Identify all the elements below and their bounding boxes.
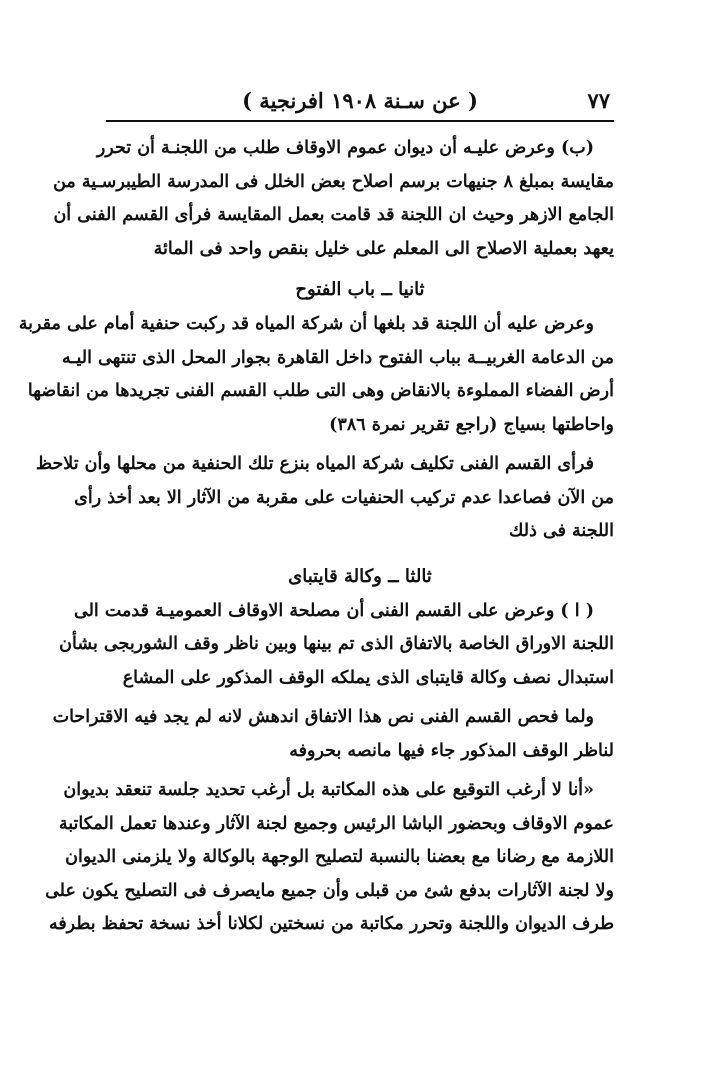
- section-heading-wikalat-qaytbay: ثالثا ــ وكالة قايتباى: [288, 565, 432, 587]
- section-heading-bab-al-futuh: ثانيا ــ باب الفتوح: [295, 279, 425, 300]
- text-line: من الآن فصاعدا عدم تركيب الحنفيات على مقربة من الآثار الا بعد أخذ رأى: [74, 487, 614, 508]
- paragraph-quoted-statement: [45, 774, 614, 942]
- running-head: [106, 80, 614, 122]
- text-line: عموم الاوقاف وبحضور الباشا الرئيس وجميع لجنة الآثار وعندها تعمل المكاتبة: [58, 813, 614, 834]
- text-line: ولما فحص القسم الفنى نص هذا الاتفاق اندهش لانه لم يجد فيه الاقتراحات: [52, 707, 594, 727]
- text-line: الجامع الازهر وحيث ان اللجنة قد قامت بعمل المقايسة فرأى القسم الفنى أن: [53, 205, 614, 225]
- text-line: لناظر الوقف المذكور جاء فيها مانصه بحروفه: [289, 740, 614, 761]
- text-line: مقايسة بمبلغ ٨ جنيهات برسم اصلاح بعض الخلل فى المدرسة الطيبرسـية من: [53, 171, 614, 192]
- text-line: أرض الفضاء المملوءة بالانقاض وهى التى طلب القسم الفنى تجريدها من انقاضها: [27, 381, 614, 401]
- text-line: اللجنة الاوراق الخاصة بالاتفاق الذى تم بينها وبين ناظر وقف الشوربجى بشأن: [59, 634, 614, 654]
- text-line: ولا لجنة الآثارات بدفع شئ من قبلى وأن جميع مايصرف فى التصليح يكون على: [45, 880, 614, 901]
- paragraph-water-company-faucet: [18, 308, 614, 442]
- paragraph-a-awqaf-agreement: [59, 595, 614, 696]
- paragraph-technical-section-decision: [35, 448, 614, 549]
- paragraph-agreement-review: [52, 701, 614, 768]
- text-line: اللازمة مع رضانا مع بعضنا بالنسبة لتصليح الوجهة بالوكالة ولا يلزمنى الديوان: [65, 847, 614, 867]
- book-page: [18, 80, 614, 942]
- text-line: «أنا لا أرغب التوقيع على هذه المكاتبة بل أرغب تحديد جلسة تنعقد بديوان: [63, 780, 594, 800]
- paragraph-b-madrasa-taybarsiya: [53, 132, 614, 266]
- text-line: يعهد بعملية الاصلاح الى المعلم على خليل بنقص واحد فى المائة: [153, 238, 614, 259]
- text-line: اللجنة فى ذلك: [509, 521, 614, 541]
- text-line: استبدال نصف وكالة قايتباى الذى يملكه الوقف المذكور على المشاع: [122, 667, 614, 688]
- text-line: طرف الديوان واللجنة وتحرر مكاتبة من نسختين لكلانا أخذ نسخة تحفظ بطرفه: [48, 914, 614, 934]
- page-number: ٧٧: [587, 88, 610, 113]
- text-line: ( ا ) وعرض على القسم الفنى أن مصلحة الاوقاف العموميـة قدمت الى: [74, 600, 594, 621]
- text-line: من الدعامة الغربيــة بباب الفتوح داخل القاهرة بجوار المحل الذى تنتهى اليـه: [61, 347, 614, 368]
- text-line: (ب) وعرض عليـه أن ديوان عموم الاوقاف طلب من اللجنـة أن تحرر: [96, 138, 594, 158]
- text-line: واحاطتها بسياج (راجع تقرير نمرة ٣٨٦): [329, 414, 614, 435]
- text-line: وعرض عليه أن اللجنة قد بلغها أن شركة المياه قد ركبت حنفية أمام على مقربة: [18, 314, 594, 334]
- text-line: فرأى القسم الفنى تكليف شركة المياه بنزع تلك الحنفية من محلها وأن تلاحظ: [35, 454, 594, 474]
- running-title: ( عن سـنة ١٩٠٨ افرنجية ): [242, 88, 478, 113]
